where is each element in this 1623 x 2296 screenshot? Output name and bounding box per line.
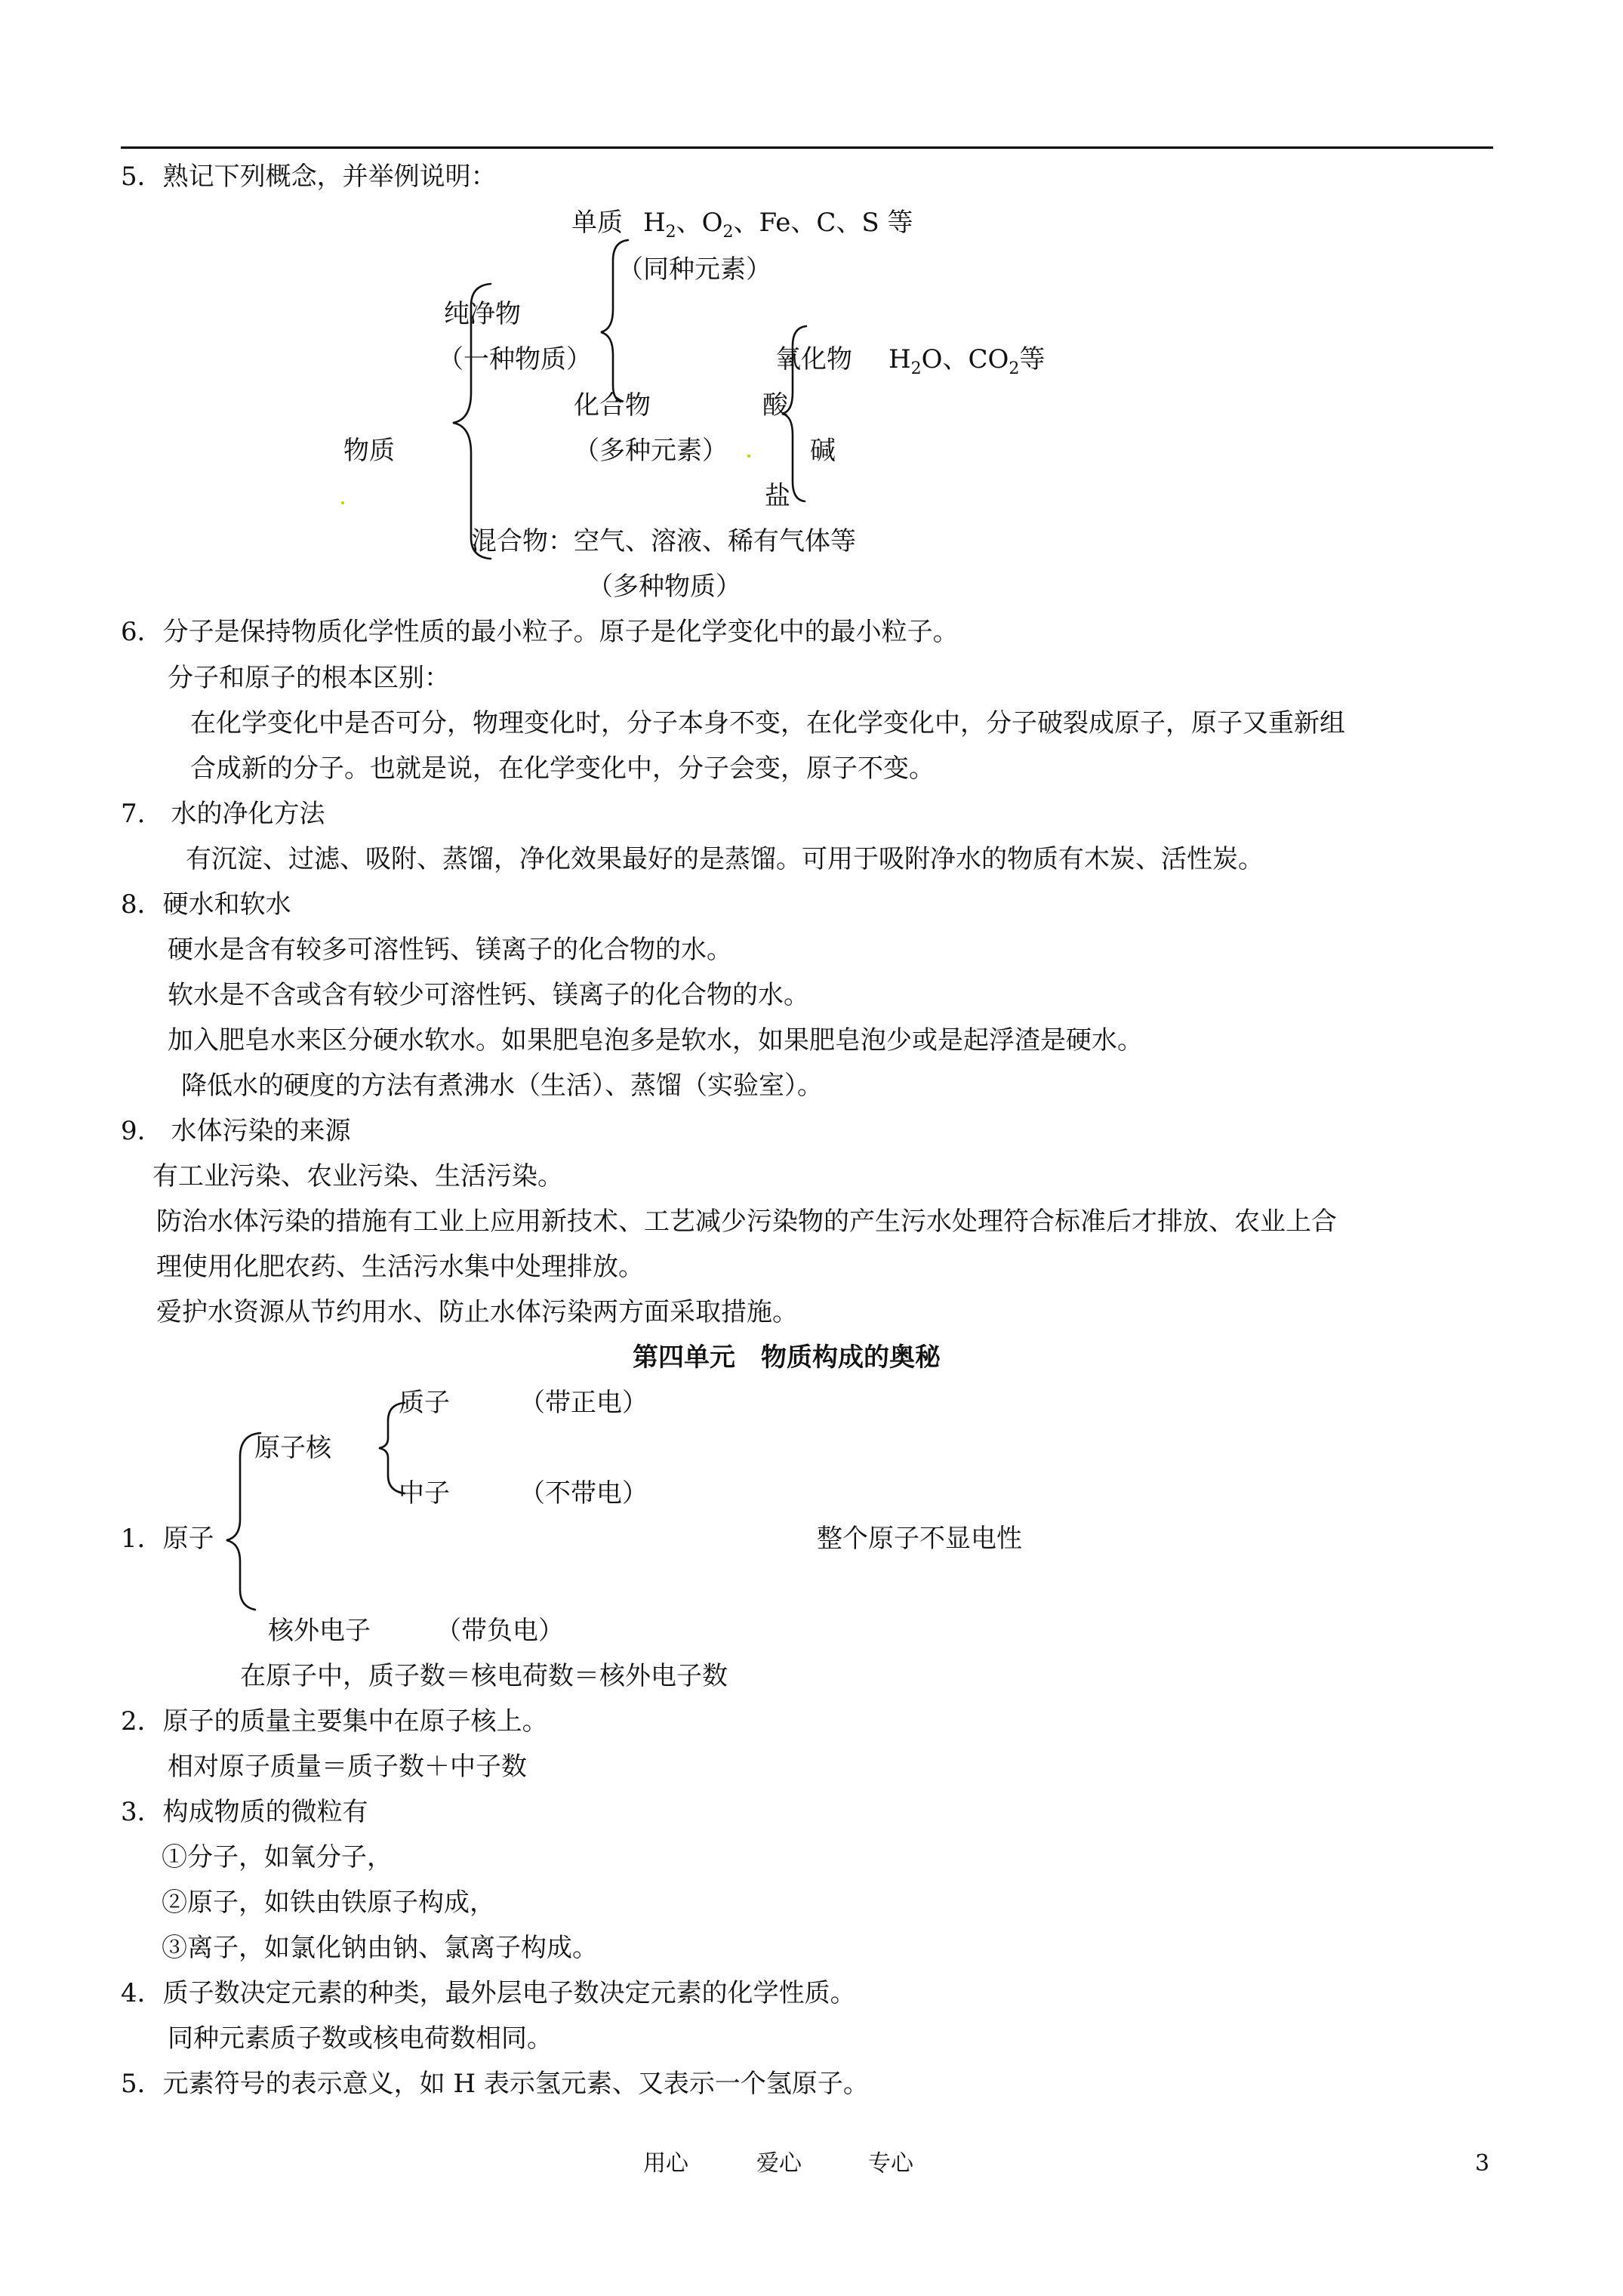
section-9-line2: 防治水体污染的措施有工业上应用新技术、工艺减少污染物的产生污水处理符合标准后才排放、农业上合 [156,1207,1337,1237]
tree-yan: 盐 [765,481,790,511]
section-7-line1: 有沉淀、过滤、吸附、蒸馏，净化效果最好的是蒸馏。可用于吸附净水的物质有木炭、活性炭。 [186,844,1264,874]
brace-yuanzi [226,1433,260,1610]
u4-item3-sub2: ②原子，如铁由铁原子构成， [162,1888,495,1918]
tree-duozhong-yuansu: （多种元素） [574,436,728,466]
section-8-line2: 软水是不含或含有较少可溶性钙、镁离子的化合物的水。 [168,980,809,1010]
atom-label: 1．原子 [121,1524,214,1554]
tree-tongzhong-yuansu: （同种元素） [617,254,771,285]
footer-yongxin: 用心 [643,2150,688,2177]
atom-equation: 在原子中，质子数＝核电荷数＝核外电子数 [240,1661,728,1691]
tree-duozhong-wuzhi: （多种物质） [587,572,741,602]
u4-item2-line1: 相对原子质量＝质子数＋中子数 [168,1752,527,1782]
atom-yuanzihe: 原子核 [254,1433,331,1463]
section-6-line2: 合成新的分子。也就是说，在化学变化中，分子会变，原子不变。 [190,754,935,784]
tree-yizhong-wuzhi: （一种物质） [438,344,592,374]
tree-danzhi-examples: $H_2$、$O_2$、Fe、C、S 等 [643,208,913,242]
scan-speck [341,501,344,504]
section-5-heading: 5．熟记下列概念，并举例说明： [121,162,497,192]
section-9-line4: 爱护水资源从节约用水、防止水体污染两方面采取措施。 [156,1297,798,1327]
section-6-sub: 分子和原子的根本区别： [168,663,450,693]
section-8-heading: 8．硬水和软水 [121,889,291,920]
section-8-line3: 加入肥皂水来区分硬水软水。如果肥皂泡多是软水，如果肥皂泡少或是起浮渣是硬水。 [168,1025,1143,1056]
u4-item5-heading: 5．元素符号的表示意义，如 H 表示氢元素、又表示一个氢原子。 [121,2069,869,2099]
atom-dai-fu-dian: （带负电） [436,1616,564,1646]
atom-bu-dai-dian: （不带电） [519,1478,648,1509]
unit-4-title: 第四单元 物质构成的奥秘 [633,1342,941,1373]
brace-yuanzihe [379,1403,405,1493]
u4-item3-sub1: ①分子，如氧分子， [162,1842,393,1872]
atom-zhongzi: 中子 [399,1478,450,1509]
footer-aixin: 爱心 [756,2150,802,2177]
scan-speck [747,455,750,458]
footer-zhuanxin: 专心 [868,2150,913,2177]
section-9-line3: 理使用化肥农药、生活污水集中处理排放。 [156,1252,644,1282]
u4-item4-line1: 同种元素质子数或核电荷数相同。 [168,2023,553,2054]
atom-zhizi: 质子 [399,1388,450,1418]
atom-dai-zheng-dian: （带正电） [519,1388,648,1418]
section-9-heading: 9. 水体污染的来源 [121,1116,351,1146]
tree-chunjingwu: 纯净物 [444,299,521,329]
page-number: 3 [1475,2150,1490,2177]
atom-hewai-dianzi: 核外电子 [268,1616,371,1646]
section-9-line1: 有工业污染、农业污染、生活污染。 [152,1161,563,1191]
section-8-line4: 降低水的硬度的方法有煮沸水（生活）、蒸馏（实验室）。 [181,1071,823,1101]
tree-yanghuawu-examples: $H_2O$、$CO_2$等 [888,344,1046,378]
tree-huahewu: 化合物 [574,390,651,421]
tree-hunhewu: 混合物：空气、溶液、稀有气体等 [471,526,856,556]
section-6-line1: 在化学变化中是否可分，物理变化时，分子本身不变，在化学变化中，分子破裂成原子，原子又重新组 [190,708,1345,738]
tree-wuzhi: 物质 [343,436,395,466]
u4-item2-heading: 2．原子的质量主要集中在原子核上。 [121,1706,548,1737]
tree-danzhi: 单质 [571,208,623,238]
tree-yanghuawu: 氧化物 [775,344,852,374]
u4-item3-sub3: ③离子，如氯化钠由钠、氯离子构成。 [162,1933,598,1963]
section-7-heading: 7. 水的净化方法 [121,799,325,829]
section-8-line1: 硬水是含有较多可溶性钙、镁离子的化合物的水。 [168,935,732,965]
tree-suan: 酸 [762,390,788,421]
u4-item4-heading: 4．质子数决定元素的种类，最外层电子数决定元素的化学性质。 [121,1978,856,2008]
section-6-heading: 6．分子是保持物质化学性质的最小粒子。原子是化学变化中的最小粒子。 [121,617,959,647]
tree-jian: 碱 [810,436,836,466]
u4-item3-heading: 3．构成物质的微粒有 [121,1797,368,1827]
atom-neutral-note: 整个原子不显电性 [817,1524,1022,1554]
